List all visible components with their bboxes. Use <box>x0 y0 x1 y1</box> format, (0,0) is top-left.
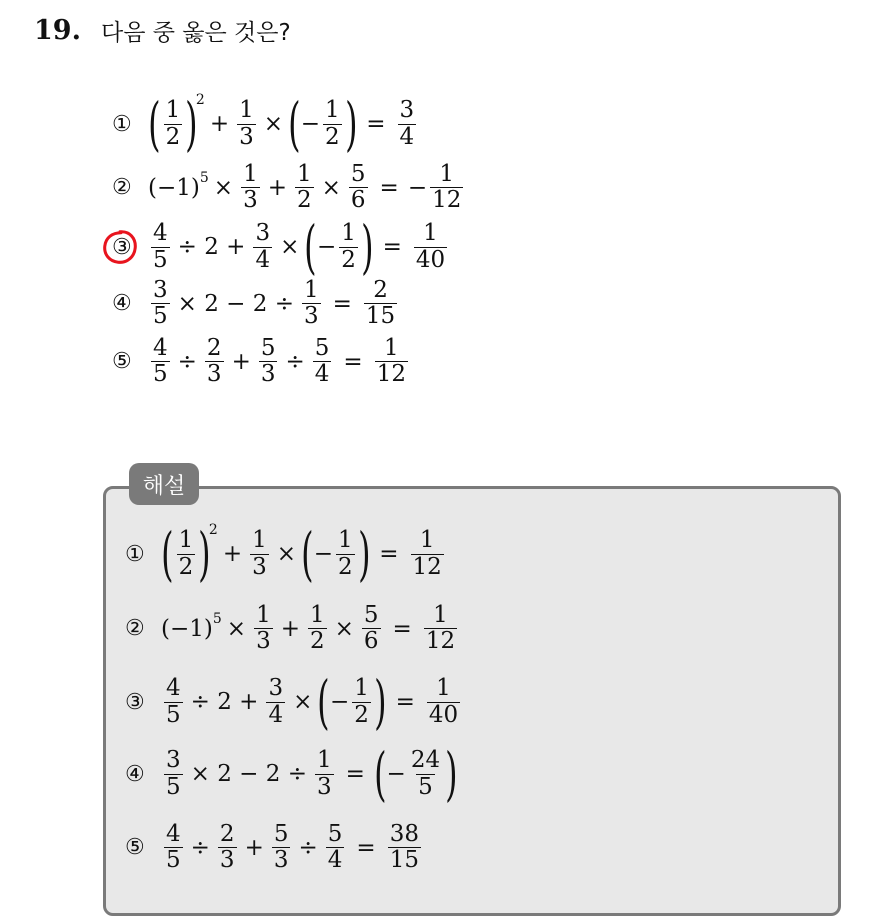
exponent: 2 <box>195 92 205 108</box>
solution-line-1 <box>125 520 447 588</box>
solution-marker: ② <box>125 616 145 642</box>
fraction: $\frac{1}{2}$ <box>341 220 356 273</box>
option-2[interactable] <box>112 162 466 214</box>
fraction: $\frac{3}{4}$ <box>268 675 284 728</box>
equals-sign: = <box>395 689 415 715</box>
equals-sign: = <box>332 290 352 317</box>
fraction: $\frac{1}{40}$ <box>415 220 446 273</box>
operator: × <box>263 111 284 137</box>
minus-sign: − <box>317 234 337 260</box>
fraction: $\frac{1}{12}$ <box>376 335 406 388</box>
exponent: 5 <box>212 610 222 627</box>
option-marker: ④ <box>112 291 132 317</box>
operator: × <box>334 615 354 642</box>
option-marker: ② <box>112 175 132 201</box>
fraction: $\frac{1}{3}$ <box>252 527 267 580</box>
fraction: $\frac{1}{12}$ <box>425 602 456 655</box>
paren: ) <box>357 520 371 588</box>
paren: ( <box>148 90 161 158</box>
equals-sign: = <box>343 348 363 375</box>
paren: ( <box>288 90 301 158</box>
option-4[interactable] <box>112 278 400 330</box>
selection-circle-icon <box>101 228 139 266</box>
fraction: $\frac{1}{2}$ <box>178 527 194 580</box>
operator: ÷ <box>285 348 305 375</box>
fraction: $\frac{1}{3}$ <box>303 277 319 330</box>
fraction: $\frac{4}{5}$ <box>153 220 168 273</box>
operator: ÷ <box>190 834 210 861</box>
equals-sign: = <box>366 111 386 137</box>
operator: × <box>213 174 234 201</box>
minus-sign: − <box>313 541 333 567</box>
solution-line-3 <box>125 668 463 736</box>
fraction: $\frac{3}{5}$ <box>166 747 181 800</box>
base-term: (−1) <box>161 615 213 642</box>
paren: ( <box>304 213 317 281</box>
operator: × 2 − 2 ÷ <box>190 761 307 787</box>
operator: + <box>267 174 287 201</box>
operator: ÷ 2 + <box>177 234 246 260</box>
operator: × <box>321 174 341 201</box>
operator: + <box>231 348 251 375</box>
paren: ( <box>161 520 174 588</box>
base-term: (−1) <box>148 174 200 201</box>
operator: + <box>244 834 264 861</box>
option-marker: ⑤ <box>112 349 132 375</box>
option-5[interactable] <box>112 336 411 388</box>
equals-sign: = <box>392 615 412 642</box>
fraction: $\frac{1}{12}$ <box>432 161 462 214</box>
operator: + <box>222 541 243 567</box>
solution-marker: ⑤ <box>125 835 145 861</box>
fraction: $\frac{1}{3}$ <box>256 602 271 655</box>
paren: ) <box>198 520 211 588</box>
option-3[interactable] <box>112 213 450 281</box>
equals-sign: = <box>345 761 365 787</box>
fraction: $\frac{1}{3}$ <box>239 97 254 150</box>
option-marker-selected: ③ <box>112 235 148 260</box>
solution-tab: 해설 <box>129 463 199 505</box>
solution-line-4 <box>125 740 458 808</box>
fraction: $\frac{38}{15}$ <box>389 821 419 874</box>
fraction: $\frac{4}{5}$ <box>166 821 181 874</box>
fraction: $\frac{1}{2}$ <box>309 602 325 655</box>
fraction: $\frac{5}{6}$ <box>350 161 366 214</box>
fraction: $\frac{2}{3}$ <box>206 335 222 388</box>
operator: ÷ 2 + <box>190 689 259 715</box>
fraction: $\frac{1}{2}$ <box>165 97 181 150</box>
fraction: $\frac{4}{5}$ <box>166 675 181 728</box>
solution-marker: ③ <box>125 689 145 715</box>
paren: ) <box>344 90 358 158</box>
operator: ÷ <box>177 348 197 375</box>
fraction: $\frac{24}{5}$ <box>410 747 441 800</box>
operator: × 2 − 2 ÷ <box>177 290 294 317</box>
paren: ( <box>373 740 387 808</box>
minus-sign: − <box>407 174 428 201</box>
equals-sign: = <box>379 174 399 201</box>
fraction: $\frac{5}{3}$ <box>273 821 289 874</box>
fraction: $\frac{1}{12}$ <box>412 527 442 580</box>
operator: × <box>293 689 313 715</box>
fraction: $\frac{3}{4}$ <box>399 97 415 150</box>
paren: ( <box>317 668 330 736</box>
fraction: $\frac{1}{3}$ <box>243 161 258 214</box>
solution-line-2 <box>125 603 460 655</box>
option-1[interactable] <box>112 90 419 158</box>
operator: × <box>226 615 247 642</box>
equals-sign: = <box>356 834 376 861</box>
paren: ) <box>361 213 374 281</box>
fraction: $\frac{3}{5}$ <box>153 277 168 330</box>
question-number: 19. <box>34 14 81 46</box>
fraction: $\frac{4}{5}$ <box>153 335 168 388</box>
fraction: $\frac{5}{4}$ <box>314 335 330 388</box>
exponent: 5 <box>199 169 209 186</box>
paren: ) <box>445 740 458 808</box>
paren: ( <box>301 520 314 588</box>
fraction: $\frac{2}{3}$ <box>219 821 235 874</box>
operator: × <box>276 541 297 567</box>
paren: ) <box>374 668 387 736</box>
fraction: $\frac{1}{2}$ <box>324 97 340 150</box>
minus-sign: − <box>300 111 320 137</box>
equals-sign: = <box>379 541 399 567</box>
fraction: $\frac{1}{3}$ <box>316 747 332 800</box>
solution-marker: ④ <box>125 761 145 787</box>
fraction: $\frac{5}{3}$ <box>260 335 276 388</box>
fraction: $\frac{1}{2}$ <box>296 161 312 214</box>
operator: ÷ <box>298 834 318 861</box>
operator: × <box>280 234 300 260</box>
operator: + <box>209 111 230 137</box>
solution-line-5 <box>125 822 424 874</box>
fraction: $\frac{5}{4}$ <box>327 821 343 874</box>
question-text: 다음 중 옳은 것은? <box>100 19 291 46</box>
paren: ) <box>185 90 198 158</box>
exponent: 2 <box>208 522 218 538</box>
fraction: $\frac{5}{6}$ <box>363 602 379 655</box>
fraction: $\frac{3}{4}$ <box>255 220 271 273</box>
equals-sign: = <box>382 234 402 260</box>
option-marker: ① <box>112 111 132 137</box>
fraction: $\frac{1}{2}$ <box>354 675 369 728</box>
minus-sign: − <box>330 689 350 715</box>
question-header <box>34 10 291 50</box>
solution-marker: ① <box>125 541 145 567</box>
operator: + <box>280 615 300 642</box>
fraction: $\frac{1}{2}$ <box>337 527 353 580</box>
minus-sign: − <box>386 761 406 787</box>
fraction: $\frac{1}{40}$ <box>428 675 459 728</box>
fraction: $\frac{2}{15}$ <box>365 277 396 330</box>
